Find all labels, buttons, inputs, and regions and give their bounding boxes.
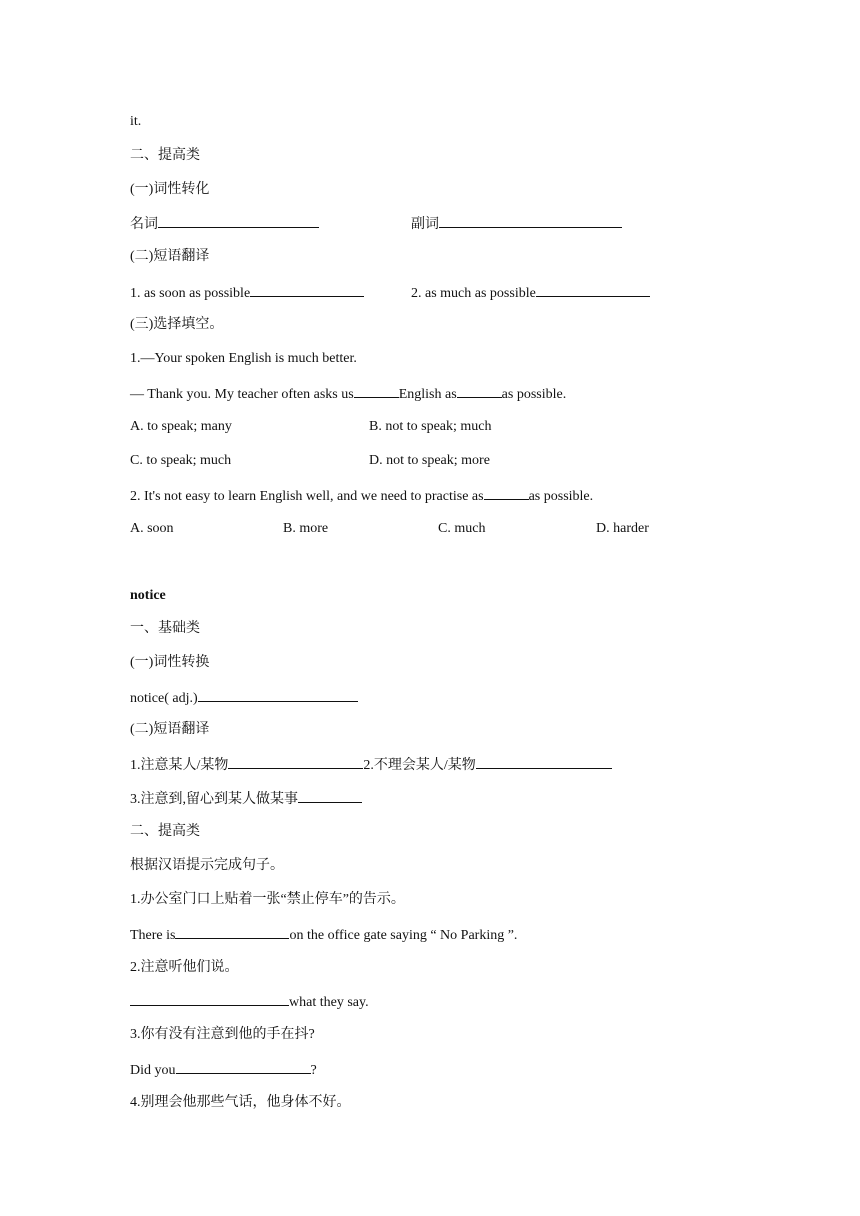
text-fragment: — Thank you. My teacher often asks us [130,387,354,402]
answer-blank[interactable] [439,214,622,228]
answer-blank[interactable] [250,283,364,297]
text-fragment: what they say. [289,995,369,1010]
answer-blank[interactable] [158,214,319,228]
adverb-label: 副词 [411,217,439,232]
question-text [130,992,369,1012]
answer-blank[interactable] [176,1060,311,1074]
phrase-item: 3.注意到,留心到某人做某事 [130,792,298,807]
phrase-row [130,789,362,809]
text-fragment: 2. It's not easy to learn English well, and we need to practise as [130,489,484,504]
option-c: C. much [438,521,486,536]
options-row [130,418,730,436]
question-text: 2.注意听他们说。 [130,960,239,975]
answer-blank[interactable] [476,755,612,769]
phrase-item: 2.不理会某人/某物 [363,758,476,773]
option-b: B. not to speak; much [369,419,492,434]
answer-blank[interactable] [298,789,362,803]
word-title: notice [130,588,166,603]
text-line: it. [130,114,142,129]
question-text [130,1060,317,1080]
noun-label: 名词 [130,217,158,232]
answer-blank[interactable] [536,283,650,297]
question-text: 4.别理会他那些气话，他身体不好。 [130,1095,351,1110]
question-text: 3.你有没有注意到他的手在抖? [130,1027,315,1042]
text-fragment: Did you [130,1063,176,1078]
answer-blank[interactable] [198,688,358,702]
text-fragment: as possible. [501,387,567,402]
option-d: D. harder [596,521,649,536]
instruction-text: 根据汉语提示完成句子。 [130,858,284,873]
subsection-heading: (二)短语翻译 [130,249,210,264]
option-c: C. to speak; much [130,453,232,468]
subsection-heading: (一)词性转化 [130,182,210,197]
question-text [130,486,593,506]
option-b: B. more [283,521,329,536]
subsection-heading: (一)词性转换 [130,655,210,670]
word-form-label: notice( adj.) [130,691,198,706]
section-heading: 二、提高类 [130,148,200,163]
section-heading: 二、提高类 [130,824,200,839]
answer-blank[interactable] [130,992,289,1006]
text-fragment: English as [398,387,457,402]
question-text: 1.—Your spoken English is much better. [130,351,357,366]
phrase-row [130,755,612,775]
options-row [130,520,730,538]
question-text [130,925,517,945]
options-row [130,452,730,470]
text-fragment: as possible. [528,489,594,504]
answer-blank[interactable] [484,486,529,500]
text-fragment: ? [310,1063,317,1078]
text-fragment: on the office gate saying “ No Parking ”. [289,928,518,943]
answer-blank[interactable] [457,384,502,398]
phrase-item: 1.注意某人/某物 [130,758,229,773]
word-form-row [130,688,358,708]
text-fragment: There is [130,928,176,943]
answer-blank[interactable] [354,384,399,398]
phrase-item: 2. as much as possible [411,286,536,301]
answer-blank[interactable] [228,755,363,769]
subsection-heading: (二)短语翻译 [130,722,210,737]
option-d: D. not to speak; more [369,453,490,468]
section-heading: 一、基础类 [130,621,200,636]
option-a: A. soon [130,521,174,536]
option-a: A. to speak; many [130,419,232,434]
phrase-item: 1. as soon as possible [130,286,251,301]
question-text [130,384,566,404]
word-form-row [130,214,730,234]
question-text: 1.办公室门口上贴着一张“禁止停车”的告示。 [130,892,405,907]
subsection-heading: (三)选择填空。 [130,317,224,332]
answer-blank[interactable] [175,925,289,939]
phrase-row [130,283,730,303]
